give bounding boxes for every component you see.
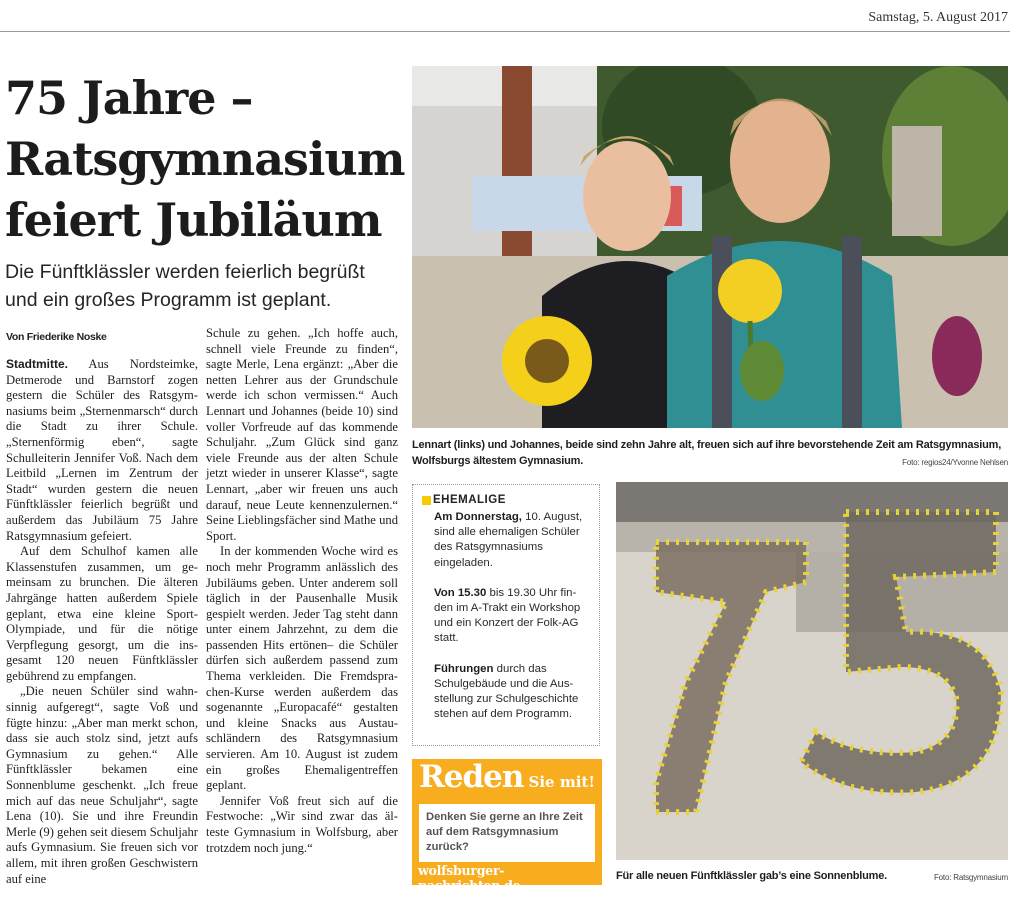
article-subhead: Die Fünftklässler werden feierlich begrüßt und ein großes Programm ist geplant. xyxy=(5,261,365,311)
promo-heading-big: Reden xyxy=(419,759,524,795)
yellow-square-icon xyxy=(422,496,431,505)
paragraph: Auf dem Schulhof kamen alle Klassenstufen zusammen, um gemeinsam zu brunchen. Die älteren Jahrgänge hatten außerdem Spiele geplant, etwa eine kleine Sport-Olympiade, und für die nötige Verpflegung gesorgt, um die insgesamt 120 neuen Fünftklässler gebührend zu empfangen. xyxy=(6,544,198,683)
paragraph xyxy=(6,357,198,544)
info-item xyxy=(434,662,589,723)
info-item-text: 10. August, sind alle ehemaligen Schüler des Ratsgymnasiums eingeladen. xyxy=(434,511,583,569)
photo-credit-top: Foto: regios24/Yvonne Nehlsen xyxy=(902,458,1008,467)
info-box-title xyxy=(422,494,589,506)
headline-line: feiert Jubiläum xyxy=(5,193,382,247)
photo-students-forming-75 xyxy=(616,482,1008,860)
info-item-text: durch das Schulgebäude und die Ausstellung zur Schulgeschichte stehen auf dem Programm. xyxy=(434,662,579,721)
info-item-bold: Am Donnerstag, xyxy=(434,511,522,523)
info-item xyxy=(434,510,589,571)
photo-caption-top: Lennart (links) und Johannes, beide sind zehn Jahre alt, freuen sich auf ihre bevorstehende Zeit am Ratsgymnasium, Wolfsburgs ältestem Gymnasium. xyxy=(412,439,1002,467)
article-column-2 xyxy=(206,326,398,856)
promo-heading-small: Sie mit! xyxy=(528,773,595,791)
byline: Von Friederike Noske xyxy=(6,331,107,343)
issue-date: Samstag, 5. August 2017 xyxy=(868,10,1008,25)
promo-url-link[interactable]: wolfsburger-nachrichten.de xyxy=(418,863,521,893)
info-item-text: bis 19.30 Uhr finden im A-Trakt ein Workshop und ein Konzert der Folk-AG statt. xyxy=(434,586,581,645)
promo-reden-sie-mit[interactable] xyxy=(412,759,602,893)
paragraph: Schule zu gehen. „Ich hoffe auch, schnell viele Freunde zu finden“, sagte Merle, Lena ergänzt: „Aber die netten Lehrer aus der Grundschule werde ich schon vermissen.“ Auch Lennart und Johannes (beide 10) sind voller Vorfreude auf das kommende Schuljahr. „Zum Glück sind ganz viele Freunde aus der alten Schule jetzt wieder in unserer Klasse“, sagte Lennart, „aber wir freuen uns auch darauf, neue Leute kennenzulernen.“ Seine Lieblingsfächer sind Mathe und Sport. xyxy=(206,326,398,543)
article-headline xyxy=(5,68,405,251)
article-column-1 xyxy=(6,357,198,887)
info-box-ehemalige xyxy=(412,484,600,746)
dateline-lead: Stadtmitte. xyxy=(6,357,69,371)
headline-line: 75 Jahre – xyxy=(5,71,253,125)
info-item-bold: Führungen xyxy=(434,662,494,675)
paragraph: Jennifer Voß freut sich auf die Festwoche: „Wir sind zwar das älteste Gymnasium in Wolfsburg, aber trotzdem noch jung.“ xyxy=(206,793,398,855)
header-rule xyxy=(0,31,1010,32)
headline-line: Ratsgymnasium xyxy=(5,132,405,186)
info-item-bold: Von 15.30 xyxy=(434,586,487,599)
photo-credit-bottom: Foto: Ratsgymnasium xyxy=(933,873,1008,882)
paragraph-text: Aus Nordsteimke, Detmerode und Barnstorf zogen gestern die Schüler des Ratsgymnasiums beim „Sternenmarsch“ durch die Stadt zu ihrer Schule. „Sternenförmig eben“, sagte Schulleiterin Jennifer Voß. Nach dem Leitbild „Lernen im Zentrum der Stadt“ wurden gestern die neuen Fünftklässler feierlich begrüßt und außerdem das Jubiläum 75 Jahre Ratsgymnasium gefeiert. xyxy=(6,357,198,543)
promo-heading xyxy=(419,759,595,795)
promo-question: Denken Sie gerne an Ihre Zeit auf dem Ratsgymnasium zurück? xyxy=(419,804,595,862)
paragraph: In der kommenden Woche wird es noch mehr Programm anlässlich des Jubiläums geben. Unter anderem soll täglich in der Pausenhalle Musik gespielt werden. Jeder Tag steht dann unter einem Jahrzehnt, zu dem die passenden Hits ertönen– die Schüler dürfen sich außerdem passend zum Thema verkleiden. Die Fremdsprachen-Kurse werden außerdem das sogenannte „Europacafé“ gestalten und kleine Snacks aus Austauschländern des Ratsgymnasium servieren. Am 10. August ist zudem ein großes Ehemaligentreffen geplant. xyxy=(206,544,398,793)
info-item xyxy=(434,586,589,647)
photo-boys-with-sunflowers xyxy=(412,66,1008,428)
info-box-title-text: EHEMALIGE xyxy=(433,494,506,506)
photo-caption-bottom: Für alle neuen Fünftklässler gab’s eine Sonnenblume. xyxy=(616,870,887,882)
paragraph: „Die neuen Schüler sind wahnsinnig aufgeregt“, sagte Voß und fügte hinzu: „Aber man merkt schon, dass sie auch stolz sind, jetzt aufs Gymnasium zu gehen.“ Alle Fünftklässler bekamen eine Sonnenblume geschenkt. „Ich freue mich auf das neue Schuljahr“, sagte Lena (10). Sie und ihre Freundin Merle (9) gehen seit diesem Schuljahr aufs Gymnasium. Sie freuen sich vor allem, mit ihren großen Geschwistern auf eine xyxy=(6,684,198,886)
